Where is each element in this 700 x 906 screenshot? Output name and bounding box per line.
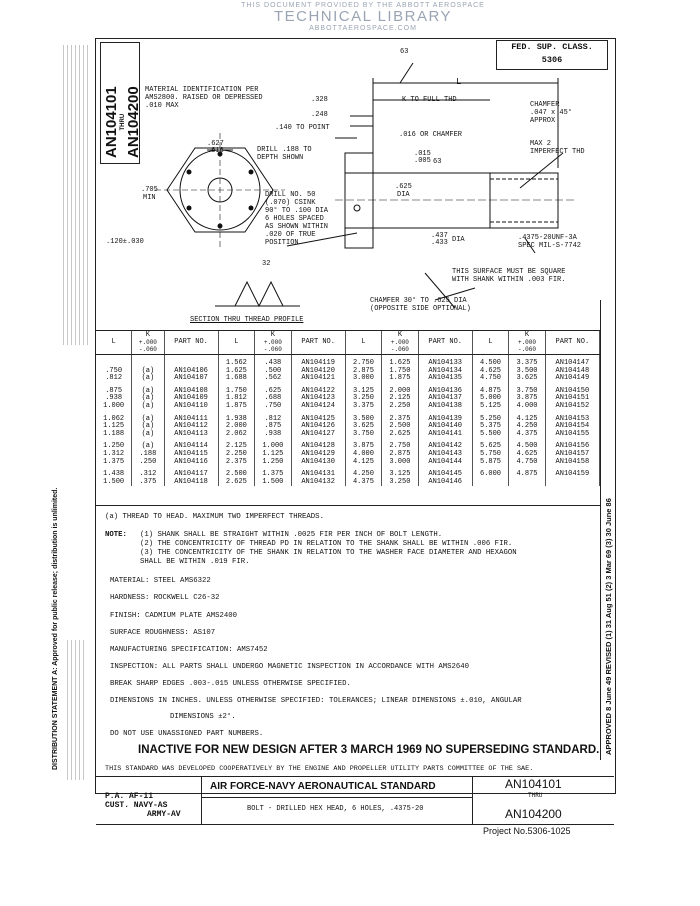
table-cell: AN104128 [291,438,345,451]
table-cell: 4.875 [509,466,545,479]
table-cell: 1.625 [218,368,254,376]
table-cell: 3.625 [345,423,381,431]
table-cell: 1.250 [255,459,291,467]
table-cell: AN104108 [164,383,218,396]
table-cell: 1.125 [255,451,291,459]
table-cell: 5.125 [472,403,508,411]
table-top-rule [96,330,600,331]
table-cell: .250 [132,459,164,467]
table-cell: 2.375 [218,459,254,467]
table-header [96,330,600,355]
table-cell: (a) [132,423,164,431]
table-cell: 2.250 [382,403,418,411]
table-cell: 1.438 [96,466,132,479]
right-margin-border [600,300,602,760]
table-cell: 1.875 [218,403,254,411]
surface-finish-63: 63 [433,158,442,166]
dim-616: .616 [207,147,224,155]
table-cell: 1.562 [218,355,254,368]
column-header: L [96,330,132,355]
table-cell [545,479,599,487]
table-cell: .875 [255,423,291,431]
title-block-divider-right [472,776,473,824]
table-cell: 4.000 [345,451,381,459]
note-1: (1) SHANK SHALL BE STRAIGHT WITHIN .0025 FIR PER INCH OF BOLT LENGTH. [140,531,443,539]
table-cell: 1.125 [96,423,132,431]
table-cell: AN104158 [545,459,599,467]
dimensions-spec-cont: DIMENSIONS ±2°. [170,713,236,721]
table-cell: AN104140 [418,423,472,431]
manufacturing-spec: MANUFACTURING SPECIFICATION: AMS7452 [110,646,268,654]
table-cell: 4.500 [509,438,545,451]
column-header: PART NO. [418,330,472,355]
table-cell: 5.625 [472,438,508,451]
table-cell: AN104120 [291,368,345,376]
table-cell: 4.375 [509,431,545,439]
library-header-line1: THIS DOCUMENT PROVIDED BY THE ABBOTT AEROSPACE [241,2,485,9]
break-edges-spec: BREAK SHARP EDGES .003-.015 UNLESS OTHERWISE SPECIFIED. [110,680,351,688]
table-cell: 2.125 [218,438,254,451]
library-header-url: ABBOTTAEROSPACE.COM [309,25,417,32]
chamfer-30-note: CHAMFER 30° TO .625 DIA (OPPOSITE SIDE OPTIONAL) [370,297,471,313]
table-cell: 1.750 [218,383,254,396]
parts-table [96,330,600,486]
table-cell: 1.875 [382,375,418,383]
table-cell: 4.125 [345,459,381,467]
table-cell: AN104123 [291,395,345,403]
table-cell: 1.812 [218,395,254,403]
table-cell: 2.250 [218,451,254,459]
dim-140-to-point: .140 TO POINT [275,124,330,132]
table-cell: 1.938 [218,411,254,424]
table-bottom-rule [96,505,600,506]
table-cell: 3.000 [345,375,381,383]
table-cell: .688 [255,395,291,403]
table-cell: 3.000 [382,459,418,467]
dim-627: .627 [207,140,224,148]
left-margin-fine-print-lower [64,640,84,780]
title-an-bottom: AN104200 [505,807,562,821]
left-margin-fine-print [60,45,88,345]
surface-finish-32: 32 [262,260,271,268]
project-number: Project No.5306-1025 [483,826,571,836]
fed-sup-class-label: FED. SUP. CLASS. [511,42,593,52]
table-cell [96,355,132,368]
column-header: PART NO. [164,330,218,355]
table-cell: AN104139 [418,411,472,424]
table-cell: 1.500 [96,479,132,487]
table-cell: 3.875 [509,395,545,403]
table-cell: AN104124 [291,403,345,411]
table-cell: 3.125 [345,383,381,396]
table-cell: 2.750 [382,438,418,451]
material-id-note: MATERIAL IDENTIFICATION PER AMS2800. RAISED OR DEPRESSED .010 MAX [145,86,263,110]
dim-015: .015 [414,150,431,158]
table-cell: AN104156 [545,438,599,451]
table-cell: 2.625 [382,431,418,439]
table-cell: 1.500 [255,479,291,487]
table-cell: 2.062 [218,431,254,439]
table-row [96,479,600,487]
table-cell: (a) [132,395,164,403]
unassigned-note: DO NOT USE UNASSIGNED PART NUMBERS. [110,730,264,738]
table-cell: AN104159 [545,466,599,479]
table-cell: AN104135 [418,375,472,383]
table-cell: 1.000 [255,438,291,451]
section-label: SECTION THRU THREAD PROFILE [190,316,304,324]
note-2: (2) THE CONCENTRICITY OF THREAD PD IN RELATION TO THE SHANK SHALL BE WITHIN .006 FIR. [140,540,513,548]
table-cell: AN104154 [545,423,599,431]
side-title-bottom: AN104200 [125,86,142,158]
table-row [96,403,600,411]
table-cell: AN104155 [545,431,599,439]
table-cell: 4.125 [509,411,545,424]
table-cell: 4.375 [345,479,381,487]
table-cell: AN104142 [418,438,472,451]
table-cell: 1.062 [96,411,132,424]
library-header-title: TECHNICAL LIBRARY [273,8,453,25]
table-cell: 4.750 [472,375,508,383]
table-cell: .938 [96,395,132,403]
table-cell: AN104149 [545,375,599,383]
title-thru: THRU [528,792,543,799]
table-cell: AN104119 [291,355,345,368]
table-cell: AN104144 [418,459,472,467]
table-cell: AN104143 [418,451,472,459]
table-row [96,431,600,439]
table-cell: 4.500 [472,355,508,368]
table-row [96,459,600,467]
table-cell: 2.875 [345,368,381,376]
roughness-spec: SURFACE ROUGHNESS: AS107 [110,629,216,637]
table-cell: (a) [132,411,164,424]
dim-328: .328 [311,96,328,104]
dim-437: .437 [431,232,448,240]
table-cell: .500 [255,368,291,376]
table-cell: AN104150 [545,383,599,396]
table-cell: .562 [255,375,291,383]
thread-section [490,173,558,228]
standard-name: AIR FORCE-NAVY AERONAUTICAL STANDARD [210,781,436,792]
inactive-notice: INACTIVE FOR NEW DESIGN AFTER 3 MARCH 1969 NO SUPERSEDING STANDARD. [138,744,600,756]
table-cell: 3.125 [382,466,418,479]
material-spec: MATERIAL: STEEL AMS6322 [110,577,211,585]
table-cell: 4.875 [472,383,508,396]
table-cell: 3.250 [382,479,418,487]
table-cell: AN104127 [291,431,345,439]
pa-code: P.A. AF-11 [105,792,154,801]
column-header: L [218,330,254,355]
bolt-head-side [345,153,373,248]
table-cell: AN104157 [545,451,599,459]
table-cell: AN104132 [291,479,345,487]
table-cell: 4.750 [509,459,545,467]
table-cell: 3.750 [509,383,545,396]
table-cell: 5.000 [472,395,508,403]
column-header: K +.000 -.060 [132,330,164,355]
table-cell [132,355,164,368]
table-cell: AN104141 [418,431,472,439]
table-cell: .812 [255,411,291,424]
column-header: L [345,330,381,355]
table-cell: AN104129 [291,451,345,459]
developed-note: THIS STANDARD WAS DEVELOPED COOPERATIVELY BY THE ENGINE AND PROPELLER UTILITY PARTS COMMITTEE OF THE SAE. [105,765,534,773]
note-3-cont: SHALL BE WITHIN .019 FIR. [140,558,250,566]
dim-k-full-thread: K TO FULL THD [402,96,457,104]
bolt-drawing [95,38,614,338]
table-cell: 2.000 [382,383,418,396]
table-cell: AN104111 [164,411,218,424]
table-cell: AN104138 [418,403,472,411]
table-cell: .750 [96,368,132,376]
table-cell: AN104131 [291,466,345,479]
table-cell: 3.625 [509,375,545,383]
table-cell: AN104153 [545,411,599,424]
table-cell: 3.375 [345,403,381,411]
table-cell: (a) [132,438,164,451]
table-cell: AN104112 [164,423,218,431]
table-cell: .750 [255,403,291,411]
table-cell: 2.500 [382,423,418,431]
table-cell: 3.375 [509,355,545,368]
table-cell: 1.000 [96,403,132,411]
side-title-thru: THRU [120,113,126,131]
table-cell: 3.500 [509,368,545,376]
table-cell: 4.625 [472,368,508,376]
table-cell: AN104117 [164,466,218,479]
title-block-mid-rule [201,797,472,798]
table-cell: AN104134 [418,368,472,376]
table-cell: 3.875 [345,438,381,451]
table-cell: 4.250 [345,466,381,479]
thread-profile [235,282,283,306]
table-cell: AN104130 [291,459,345,467]
part-title: BOLT - DRILLED HEX HEAD, 6 HOLES, .4375-20 [247,805,424,813]
dimensions-spec: DIMENSIONS IN INCHES. UNLESS OTHERWISE SPECIFIED: TOLERANCES; LINEAR DIMENSIONS ±.010, ANGULAR [110,697,522,705]
table-cell: AN104109 [164,395,218,403]
hardness-spec: HARDNESS: ROCKWELL C26-32 [110,594,220,602]
column-header: PART NO. [545,330,599,355]
table-cell: .312 [132,466,164,479]
column-header: K +.000 -.060 [255,330,291,355]
column-header: K +.000 -.060 [382,330,418,355]
table-cell: 3.750 [345,431,381,439]
chamfer-note: CHAMFER .047 x 45° APPROX [530,101,573,125]
table-cell: AN104133 [418,355,472,368]
table-cell: .875 [96,383,132,396]
column-header: K +.000 -.060 [509,330,545,355]
dim-437-dia: DIA [452,236,465,244]
dim-min: MIN [143,194,156,202]
dim-248: .248 [311,111,328,119]
dim-016-chamfer: .016 OR CHAMFER [399,131,463,139]
dim-625: .625 [395,183,412,191]
table-row [96,466,600,479]
table-cell: 5.500 [472,431,508,439]
distribution-statement: DISTRIBUTION STATEMENT A: Approved for public release; distribution is unlimited. [52,487,59,770]
dim-625-dia: DIA [397,191,410,199]
table-cell: 2.375 [382,411,418,424]
table-cell: AN104126 [291,423,345,431]
table-cell: 2.500 [218,466,254,479]
table-cell: 2.875 [382,451,418,459]
table-row [96,355,600,368]
drill-50-note: DRILL NO. 50 (.070) CSINK 90° TO .100 DIA 6 HOLES SPACED AS SHOWN WITHIN .020 OF TRUE POSITION [265,191,329,247]
side-title-top: AN104101 [103,86,120,158]
square-surface-note: THIS SURFACE MUST BE SQUARE WITH SHANK WITHIN .003 FIR. [452,268,566,284]
table-cell: .812 [96,375,132,383]
table-cell: AN104146 [418,479,472,487]
finish-spec: FINISH: CADMIUM PLATE AMS2400 [110,612,237,620]
table-cell: 6.000 [472,466,508,479]
table-cell [164,355,218,368]
table-cell: AN104113 [164,431,218,439]
table-cell: AN104106 [164,368,218,376]
drill-188-note: DRILL .188 TO DEPTH SHOWN [257,146,312,162]
table-cell: 4.625 [509,451,545,459]
table-cell: AN104125 [291,411,345,424]
table-cell: AN104121 [291,375,345,383]
table-cell: (a) [132,403,164,411]
table-cell: AN104110 [164,403,218,411]
army-code: ARMY-AV [147,810,181,819]
dim-705: .705 [141,186,158,194]
table-cell: 2.000 [218,423,254,431]
table-cell: 5.250 [472,411,508,424]
dim-005: .005 [414,157,431,165]
table-cell: AN104116 [164,459,218,467]
table-cell: AN104136 [418,383,472,396]
dim-120: .120±.030 [106,238,144,246]
surface-finish-63-top: 63 [400,48,409,56]
table-cell: .625 [255,383,291,396]
table-cell: AN104152 [545,403,599,411]
table-cell: 2.625 [218,479,254,487]
table-cell: .188 [132,451,164,459]
table-cell: AN104107 [164,375,218,383]
dim-L: L [456,77,462,87]
table-cell: .438 [255,355,291,368]
table-cell: 3.250 [345,395,381,403]
column-header: PART NO. [291,330,345,355]
table-cell [472,479,508,487]
inspection-spec: INSPECTION: ALL PARTS SHALL UNDERGO MAGNETIC INSPECTION IN ACCORDANCE WITH AMS2640 [110,663,470,671]
table-cell: (a) [132,375,164,383]
table-cell [509,479,545,487]
title-an-top: AN104101 [505,777,562,791]
table-cell: AN104137 [418,395,472,403]
title-block-divider-left [201,776,202,824]
table-cell: AN104118 [164,479,218,487]
table-cell: 1.188 [96,431,132,439]
table-cell: (a) [132,368,164,376]
table-cell: AN104151 [545,395,599,403]
table-cell: 3.500 [345,411,381,424]
table-cell: 1.250 [96,438,132,451]
table-cell: AN104147 [545,355,599,368]
note-a: (a) THREAD TO HEAD. MAXIMUM TWO IMPERFECT THREADS. [105,513,324,521]
table-cell: 1.375 [96,459,132,467]
table-cell: AN104114 [164,438,218,451]
table-cell: (a) [132,383,164,396]
note-label: NOTE: [105,531,127,539]
table-cell: 5.875 [472,459,508,467]
table-cell: AN104148 [545,368,599,376]
column-header: L [472,330,508,355]
table-cell: 5.750 [472,451,508,459]
table-cell: AN104145 [418,466,472,479]
table-cell: AN104122 [291,383,345,396]
table-cell: 1.312 [96,451,132,459]
note-3: (3) THE CONCENTRICITY OF THE SHANK IN RELATION TO THE WASHER FACE DIAMETER AND HEXAGON [140,549,517,557]
thread-spec: .4375-20UNF-3A SPEC MIL-S-7742 [518,234,582,250]
table-cell: 4.250 [509,423,545,431]
table-cell: 2.750 [345,355,381,368]
cust-code: CUST. NAVY-AS [105,801,168,810]
fed-sup-class-value: 5306 [541,55,563,65]
table-cell: .375 [132,479,164,487]
dim-433: .433 [431,239,448,247]
table-cell: 1.625 [382,355,418,368]
table-cell: AN104115 [164,451,218,459]
table-cell: 1.750 [382,368,418,376]
table-cell: 1.375 [255,466,291,479]
table-row [96,375,600,383]
table-cell: .938 [255,431,291,439]
table-cell: (a) [132,431,164,439]
table-cell: 1.688 [218,375,254,383]
table-cell: 2.125 [382,395,418,403]
table-cell: 5.375 [472,423,508,431]
imperfect-thread-note: MAX 2 IMPERFECT THD [530,140,585,156]
revision-history: APPROVED 8 June 49 REVISED (1) 31 Aug 51 (2) 3 Mar 69 (3) 30 June 86 [604,498,613,755]
table-cell: 4.000 [509,403,545,411]
